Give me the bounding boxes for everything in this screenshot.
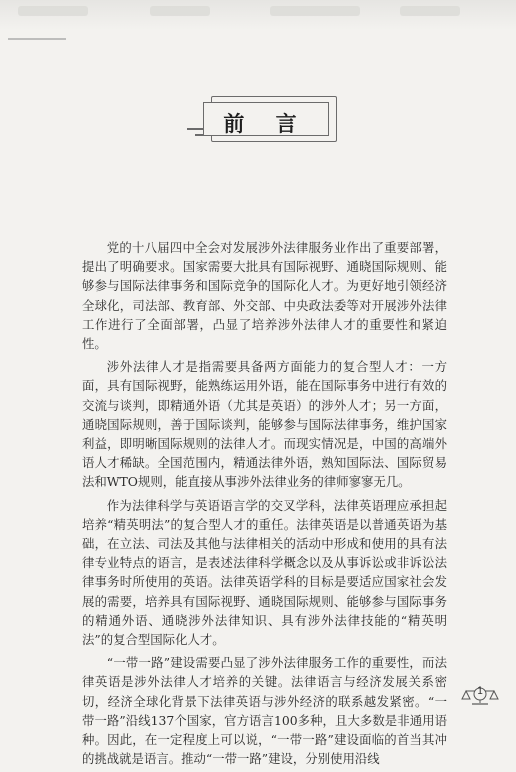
paragraph: 党的十八届四中全会对发展涉外法律服务业作出了重要部署，提出了明确要求。国家需要大批具有国际视野、通晓国际规则、能够参与国际法律事务和国际竞争的国际化人才。为更好地引领经济全球化，司法部、教育部、外交部、中央政法委等对开展涉外法律工作进行了全面部署，凸显了培养涉外法律人才的重要性和紧迫性。	[82, 240, 447, 352]
paragraph: 作为法律科学与英语语言学的交叉学科，法律英语理应承担起培养“精英明法”的复合型人才的重任。法律英语是以普通英语为基础，在立法、司法及其他与法律相关的活动中形成和使用的具有法律专业特点的语言，是表述法律科学概念以及从事诉讼或非诉讼法律事务时所使用的英语。法律英语学科的目标是要适应国家社会发展的需要，培养具有国际视野、通晓国际规则、能够参与国际事务的精通外语、通晓涉外法律知识、具有涉外法律技能的“精英明法”的复合型国际化人才。	[82, 497, 447, 648]
page-title: 前 言	[223, 112, 309, 136]
body-text	[82, 238, 447, 772]
paragraph: “一带一路”建设需要凸显了涉外法律服务工作的重要性，而法律英语是涉外法律人才培养的关键。法律语言与经济发展关系密切，经济全球化背景下法律英语与涉外经济的联系越发紧密。“一带一路”沿线137个国家，官方语言100多种，且大多数是非通用语种。因此，在一定程度上可以说，“一带一路”建设面临的首当其冲的挑战就是语言。推动“一带一路”建设，分别使用沿线	[82, 655, 447, 767]
corner-rule	[8, 38, 66, 40]
page-number-badge	[460, 683, 500, 709]
top-page-bleed	[0, 0, 516, 30]
bleed-smudge	[400, 6, 460, 16]
bleed-smudge	[18, 6, 88, 16]
paragraph: 涉外法律人才是指需要具备两方面能力的复合型人才：一方面，具有国际视野，能熟练运用外语，能在国际事务中进行有效的交流与谈判，即精通外语（尤其是英语）的涉外人才；另一方面，通晓国际规则，善于国际谈判，能够参与国际法律事务，维护国家利益，即明晰国际规则的法律人才。而现实情况是，中国的高端外语人才稀缺。全国范围内，精通法律外语，熟知国际法、国际贸易法和WTO规则，能直接从事涉外法律业务的律师寥寥无几。	[82, 359, 447, 490]
title-frame	[181, 88, 337, 146]
page-number: 1	[476, 686, 484, 697]
bleed-smudge	[150, 6, 210, 16]
bleed-smudge	[270, 6, 360, 16]
